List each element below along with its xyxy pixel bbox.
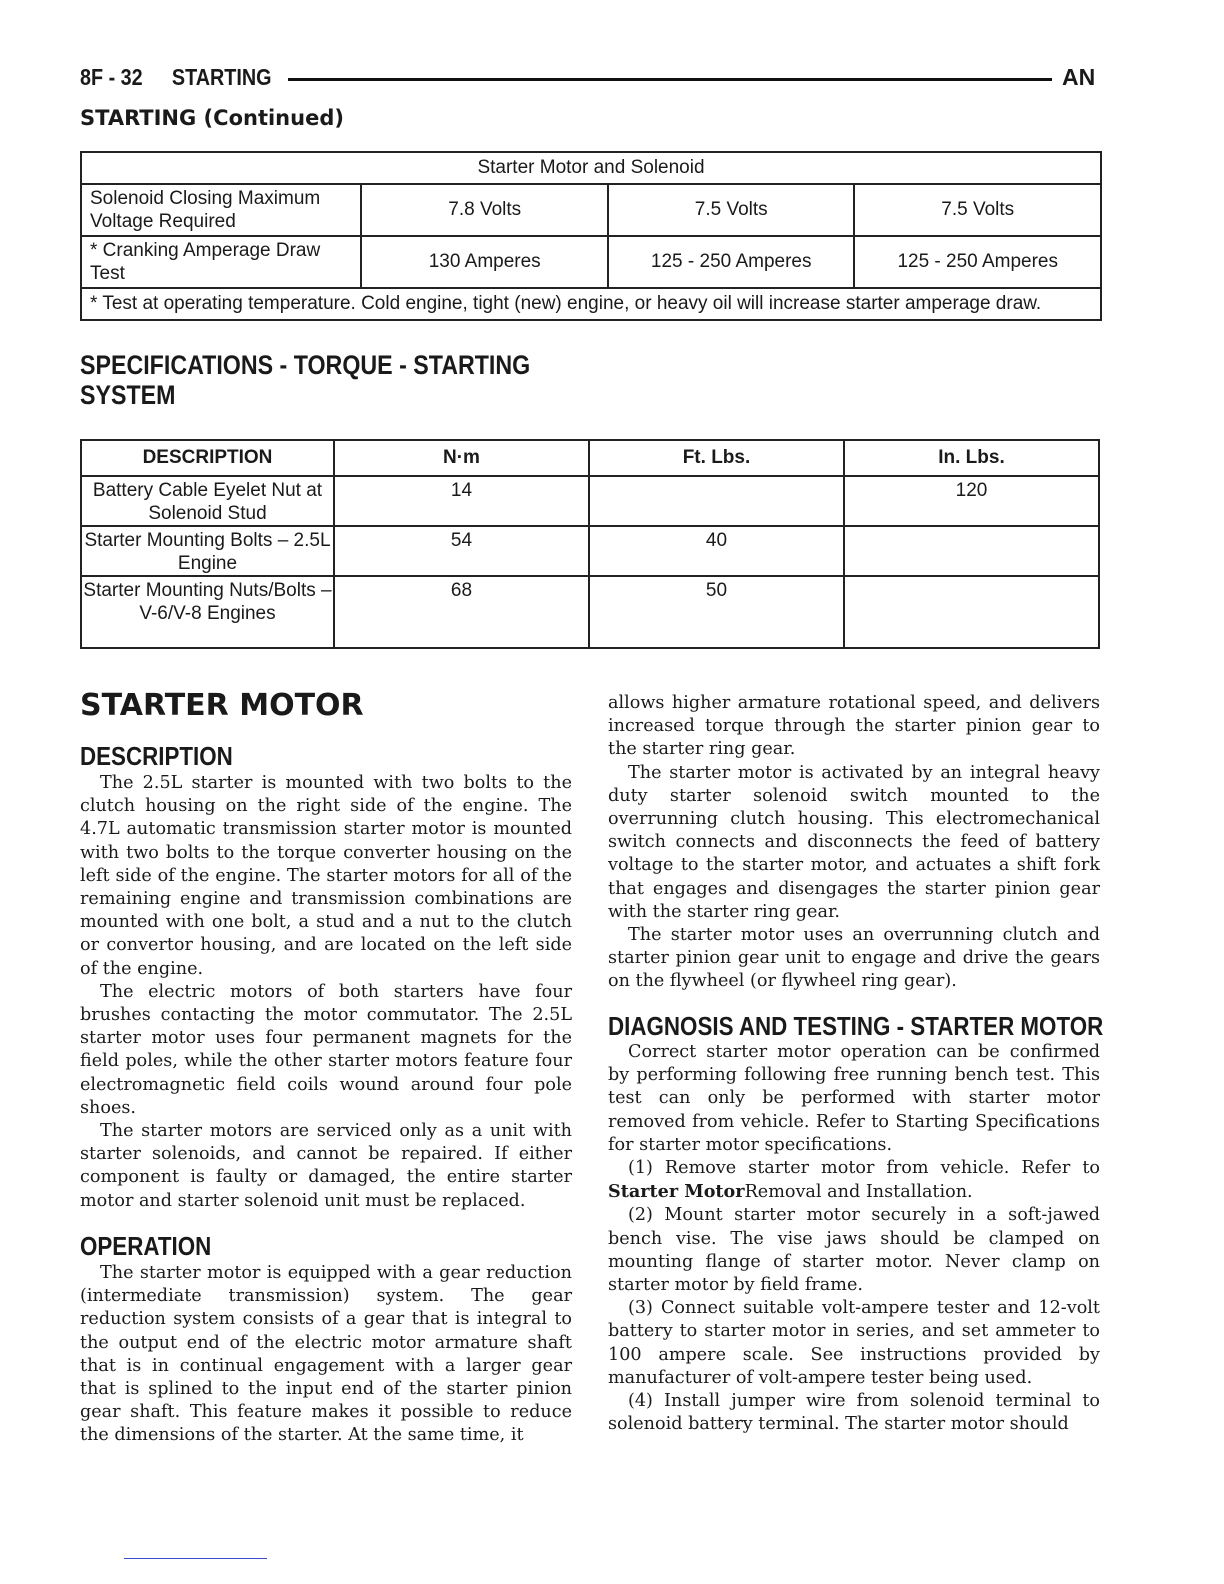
paragraph: The starter motors are serviced only as a unit with starter solenoids, and cannot be repaired. If either component is faulty or damaged, the entire starter motor and starter solenoid unit must be replaced. <box>80 1121 572 1211</box>
table-row <box>81 526 1099 576</box>
table-cell <box>589 476 844 526</box>
table-cell: 125 - 250 Amperes <box>854 236 1101 288</box>
section-name: STARTING <box>171 64 272 90</box>
table-cell: 120 <box>844 476 1099 526</box>
paragraph: The 2.5L starter is mounted with two bolts to the clutch housing on the right side of the engine. The 4.7L automatic transmission starter motor is mounted with two bolts to the torque converter housing on the left side of the engine. The starter motors for all of the remaining engine and transmission combinations are mounted with one bolt, a stud and a nut to the clutch or convertor housing, and are located on the left side of the engine. <box>80 773 572 979</box>
step-3: (3) Connect suitable volt-ampere tester and 12-volt battery to starter motor in series, and set ammeter to 100 ampere scale. See instructions provided by manufacturer of volt-ampere tester being used. <box>608 1298 1100 1388</box>
diagnosis-text <box>608 1041 1100 1436</box>
operation-heading: OPERATION <box>80 1231 212 1261</box>
column-header: Ft. Lbs. <box>589 440 844 476</box>
table-cell <box>844 576 1099 648</box>
table-cell: 130 Amperes <box>361 236 608 288</box>
paragraph: The starter motor is equipped with a gear reduction (intermediate transmission) system. The gear reduction system consists of a gear that is integral to the output end of the electric motor armature shaft that is in continual engagement with a larger gear that is splined to the input end of the starter pinion gear shaft. This feature makes it possible to reduce the dimensions of the starter. At the same time, it <box>80 1263 572 1446</box>
step-link-bold: Starter Motor <box>608 1181 745 1203</box>
table-cell: 50 <box>589 576 844 648</box>
column-header: DESCRIPTION <box>81 440 334 476</box>
torque-table <box>80 439 1100 649</box>
description-heading: DESCRIPTION <box>80 741 233 771</box>
step-2: (2) Mount starter motor securely in a soft-jawed bench vise. The vise jaws should be clamped on mounting flange of starter motor. Never clamp on starter motor by field frame. <box>608 1205 1100 1296</box>
table-row <box>81 184 1101 236</box>
table-cell <box>844 526 1099 576</box>
table-cell: 40 <box>589 526 844 576</box>
starter-motor-title: STARTER MOTOR <box>80 688 364 723</box>
step-text: (1) Remove starter motor from vehicle. Refer to <box>628 1158 1100 1179</box>
table-cell: 7.8 Volts <box>361 184 608 236</box>
operation-text-continued <box>608 692 1100 994</box>
table-row <box>81 236 1101 288</box>
footer-line <box>124 1558 267 1559</box>
table-cell: Battery Cable Eyelet Nut at Solenoid Stud <box>81 476 334 526</box>
spec-title-line2: SYSTEM <box>80 380 176 410</box>
row-label: Solenoid Closing Maximum Voltage Required <box>81 184 361 236</box>
table-note: * Test at operating temperature. Cold engine, tight (new) engine, or heavy oil will increase starter amperage draw. <box>81 288 1101 320</box>
table-cell: Starter Mounting Bolts – 2.5L Engine <box>81 526 334 576</box>
header-rule <box>288 78 1052 81</box>
step-text-tail: Removal and Installation. <box>744 1182 973 1203</box>
step-1 <box>608 1157 1100 1204</box>
table-cell: 7.5 Volts <box>608 184 855 236</box>
column-header: In. Lbs. <box>844 440 1099 476</box>
page-number: 8F - 32 <box>80 64 143 90</box>
paragraph: The starter motor uses an overrunning clutch and starter pinion gear unit to engage and drive the gears on the flywheel (or flywheel ring gear). <box>608 925 1100 992</box>
step-4: (4) Install jumper wire from solenoid terminal to solenoid battery terminal. The starter motor should <box>608 1391 1100 1435</box>
starter-solenoid-table <box>80 151 1102 321</box>
paragraph: The starter motor is activated by an integral heavy duty starter solenoid switch mounted to the overrunning clutch housing. This electromechanical switch connects and disconnects the feed of battery voltage to the starter motor, and actuates a shift fork that engages and disengages the starter pinion gear with the starter ring gear. <box>608 762 1100 922</box>
row-label: * Cranking Amperage Draw Test <box>81 236 361 288</box>
table-cell: 68 <box>334 576 589 648</box>
spec-title-line1: SPECIFICATIONS - TORQUE - STARTING <box>80 350 531 380</box>
table-cell: Starter Mounting Nuts/Bolts – V-6/V-8 Engines <box>81 576 334 648</box>
model-code: AN <box>1062 64 1096 90</box>
continued-title: STARTING (Continued) <box>80 106 344 130</box>
description-text <box>80 772 572 1213</box>
paragraph: allows higher armature rotational speed, and delivers increased torque through the starter pinion gear to the starter ring gear. <box>608 693 1100 760</box>
table-cell: 7.5 Volts <box>854 184 1101 236</box>
torque-spec-title <box>80 350 530 410</box>
paragraph: The electric motors of both starters have four brushes contacting the motor commutator. The 2.5L starter motor uses four permanent magnets for the field poles, while the other starter motors feature four electromagnetic field coils wound around four pole shoes. <box>80 981 572 1118</box>
paragraph: Correct starter motor operation can be confirmed by performing following free running bench test. This test can only be performed with starter motor removed from vehicle. Refer to Starting Specifications for starter motor specifications. <box>608 1042 1100 1155</box>
column-header: N·m <box>334 440 589 476</box>
table-row <box>81 576 1099 648</box>
table-header-row <box>81 440 1099 476</box>
table-row <box>81 476 1099 526</box>
table-cell: 14 <box>334 476 589 526</box>
page-header <box>80 64 301 91</box>
table-cell: 125 - 250 Amperes <box>608 236 855 288</box>
diagnosis-heading: DIAGNOSIS AND TESTING - STARTER MOTOR <box>608 1011 1104 1041</box>
table-cell: 54 <box>334 526 589 576</box>
operation-text <box>80 1262 572 1448</box>
table-caption: Starter Motor and Solenoid <box>81 152 1101 184</box>
